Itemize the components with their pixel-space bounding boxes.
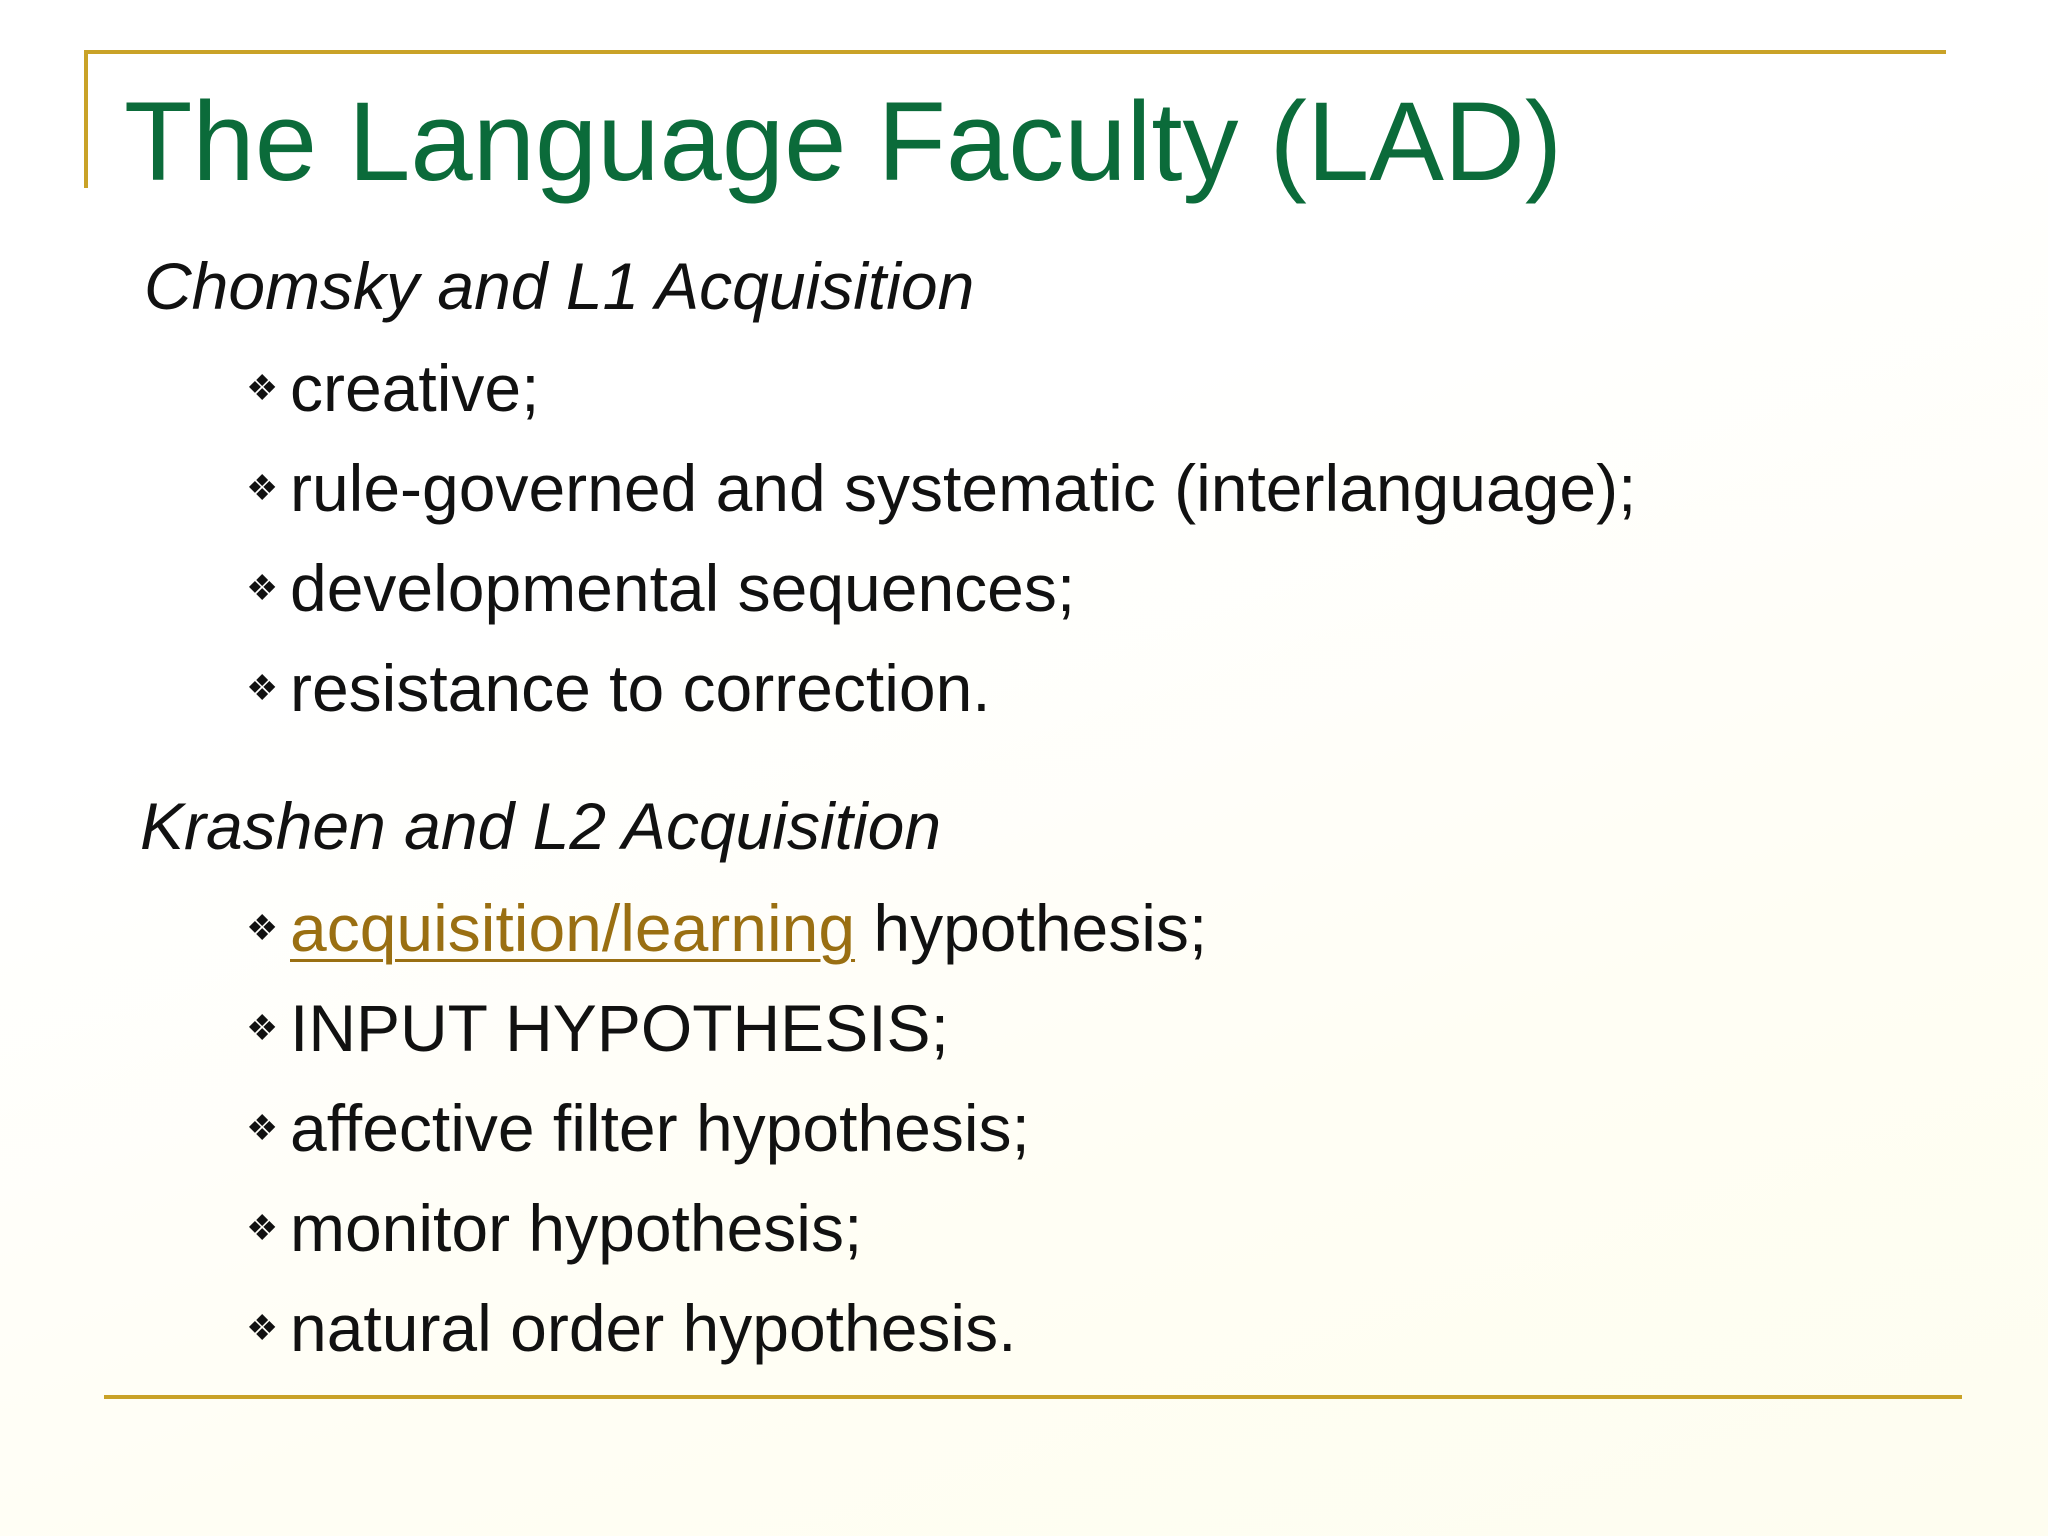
bullet-text: resistance to correction. bbox=[290, 651, 991, 725]
bullet-text: developmental sequences; bbox=[290, 551, 1076, 625]
diamond-bullet-icon: ❖ bbox=[246, 567, 279, 608]
bullet-text: monitor hypothesis; bbox=[290, 1191, 863, 1265]
bullet-text: creative; bbox=[290, 351, 540, 425]
bullet-text: rule-governed and systematic (interlanguage); bbox=[290, 451, 1637, 525]
list-item bbox=[246, 338, 1636, 438]
section-heading-krashen: Krashen and L2 Acquisition bbox=[140, 789, 942, 863]
diamond-bullet-icon: ❖ bbox=[246, 1007, 279, 1048]
diamond-bullet-icon: ❖ bbox=[246, 467, 279, 508]
list-item bbox=[246, 1278, 1207, 1378]
diamond-bullet-icon: ❖ bbox=[246, 1107, 279, 1148]
chomsky-bullet-list bbox=[246, 338, 1636, 738]
slide-title: The Language Faculty (LAD) bbox=[124, 79, 1563, 204]
list-item bbox=[246, 878, 1207, 978]
bullet-text: hypothesis; bbox=[855, 891, 1208, 965]
list-item bbox=[246, 978, 1207, 1078]
diamond-bullet-icon: ❖ bbox=[246, 667, 279, 708]
bullet-text: INPUT HYPOTHESIS; bbox=[290, 991, 949, 1065]
krashen-bullet-list bbox=[246, 878, 1207, 1378]
list-item bbox=[246, 1078, 1207, 1178]
acquisition-learning-link[interactable]: acquisition/learning bbox=[290, 891, 856, 965]
bullet-text: natural order hypothesis. bbox=[290, 1291, 1017, 1365]
diamond-bullet-icon: ❖ bbox=[246, 367, 279, 408]
section-heading-chomsky: Chomsky and L1 Acquisition bbox=[144, 249, 975, 323]
list-item bbox=[246, 538, 1636, 638]
list-item bbox=[246, 438, 1636, 538]
top-accent-rule bbox=[84, 50, 1946, 54]
list-item bbox=[246, 638, 1636, 738]
bottom-accent-rule bbox=[104, 1395, 1962, 1399]
bullet-text: affective filter hypothesis; bbox=[290, 1091, 1030, 1165]
diamond-bullet-icon: ❖ bbox=[246, 1207, 279, 1248]
diamond-bullet-icon: ❖ bbox=[246, 907, 279, 948]
left-accent-rule bbox=[84, 50, 88, 188]
list-item bbox=[246, 1178, 1207, 1278]
diamond-bullet-icon: ❖ bbox=[246, 1307, 279, 1348]
